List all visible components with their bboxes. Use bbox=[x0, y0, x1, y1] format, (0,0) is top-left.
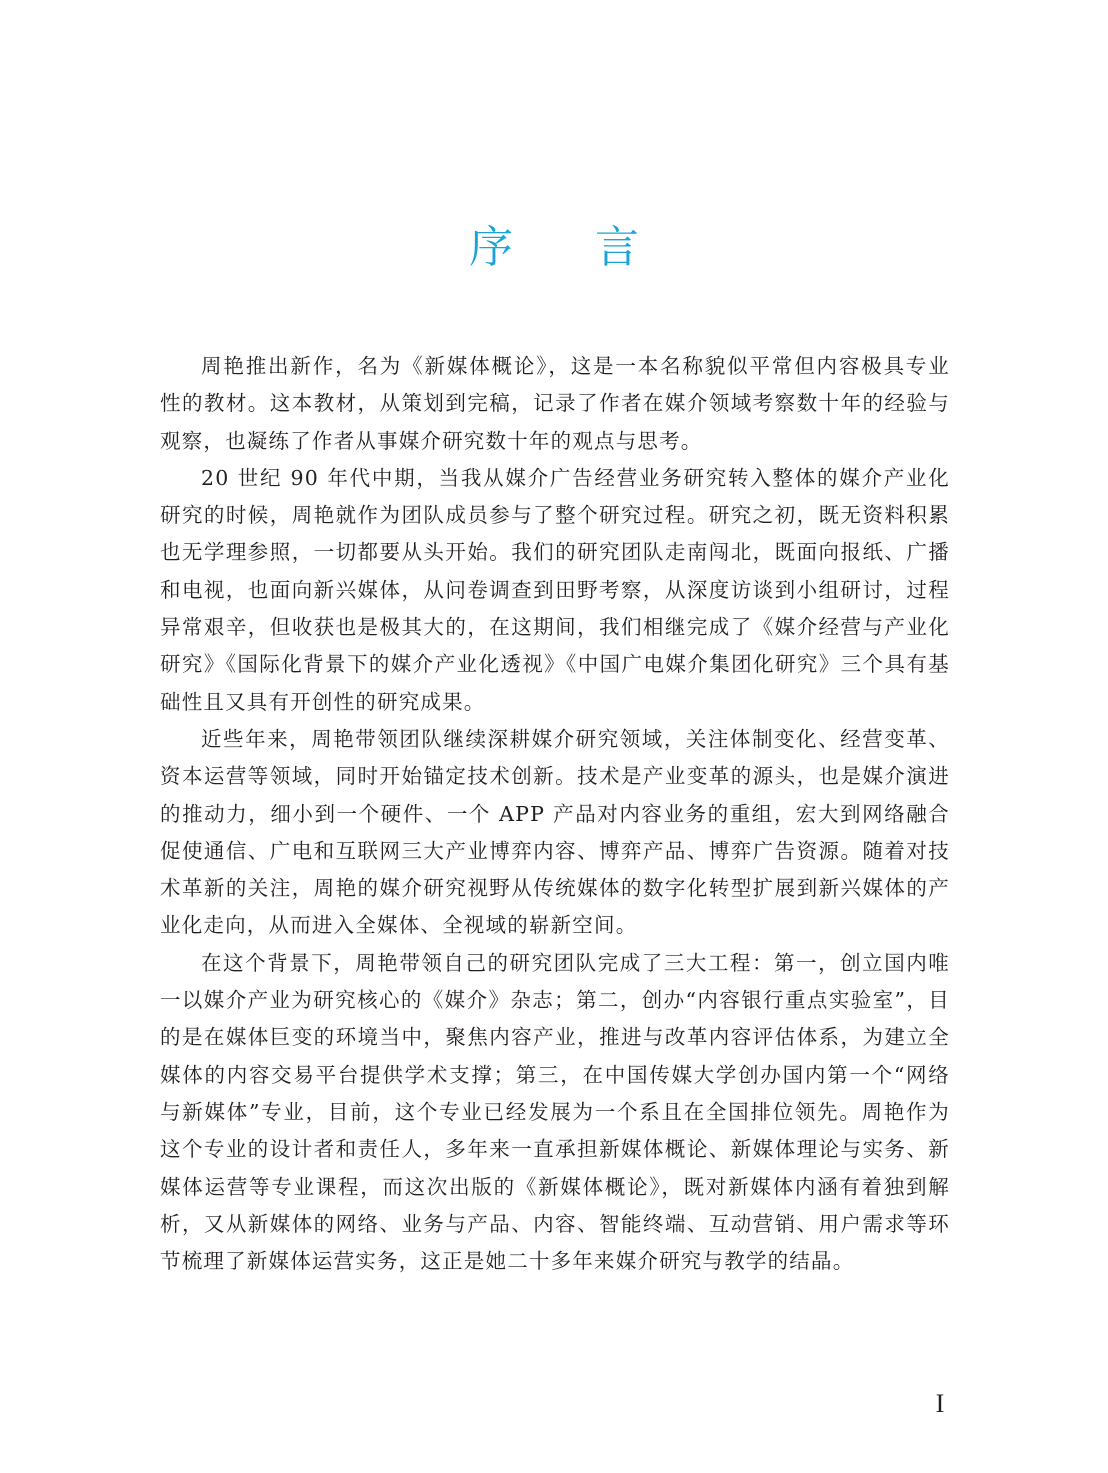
paragraph: 周艳推出新作，名为《新媒体概论》，这是一本名称貌似平常但内容极具专业性的教材。这本教材，从策划到完稿，记录了作者在媒介领域考察数十年的经验与观察，也凝练了作者从事媒介研究数十年的观点与思考。 bbox=[160, 354, 950, 453]
page-number: I bbox=[935, 1389, 945, 1418]
page-title: 序言 bbox=[469, 222, 721, 273]
paragraph: 在这个背景下，周艳带领自己的研究团队完成了三大工程：第一，创立国内唯一以媒介产业为研究核心的《媒介》杂志；第二，创办“内容银行重点实验室”，目的是在媒体巨变的环境当中，聚焦内容产业，推进与改革内容评估体系，为建立全媒体的内容交易平台提供学术支撑；第三，在中国传媒大学创办国内第一个“网络与新媒体”专业，目前，这个专业已经发展为一个系且在全国排位领先。周艳作为这个专业的设计者和责任人，多年来一直承担新媒体概论、新媒体理论与实务、新媒体运营等专业课程，而这次出版的《新媒体概论》，既对新媒体内涵有着独到解析，又从新媒体的网络、业务与产品、内容、智能终端、互动营销、用户需求等环节梳理了新媒体运营实务，这正是她二十多年来媒介研究与教学的结晶。 bbox=[160, 950, 950, 1274]
paragraph: 近些年来，周艳带领团队继续深耕媒介研究领域，关注体制变化、经营变革、资本运营等领域，同时开始锚定技术创新。技术是产业变革的源头，也是媒介演进的推动力，细小到一个硬件、一个 APP 产品对内容业务的重组，宏大到网络融合促使通信、广电和互联网三大产业博弈内容、博弈产品、博弈广告资源。随着对技术革新的关注，周艳的媒介研究视野从传统媒体的数字化转型扩展到新兴媒体的产业化走向，从而进入全媒体、全视域的崭新空间。 bbox=[160, 726, 950, 938]
body-text bbox=[160, 348, 950, 1280]
paragraph: 20 世纪 90 年代中期，当我从媒介广告经营业务研究转入整体的媒介产业化研究的时候，周艳就作为团队成员参与了整个研究过程。研究之初，既无资料积累也无学理参照，一切都要从头开始。我们的研究团队走南闯北，既面向报纸、广播和电视，也面向新兴媒体，从问卷调查到田野考察，从深度访谈到小组研讨，过程异常艰辛，但收获也是极其大的，在这期间，我们相继完成了《媒介经营与产业化研究》《国际化背景下的媒介产业化透视》《中国广电媒介集团化研究》三个具有基础性且又具有开创性的研究成果。 bbox=[160, 465, 950, 714]
